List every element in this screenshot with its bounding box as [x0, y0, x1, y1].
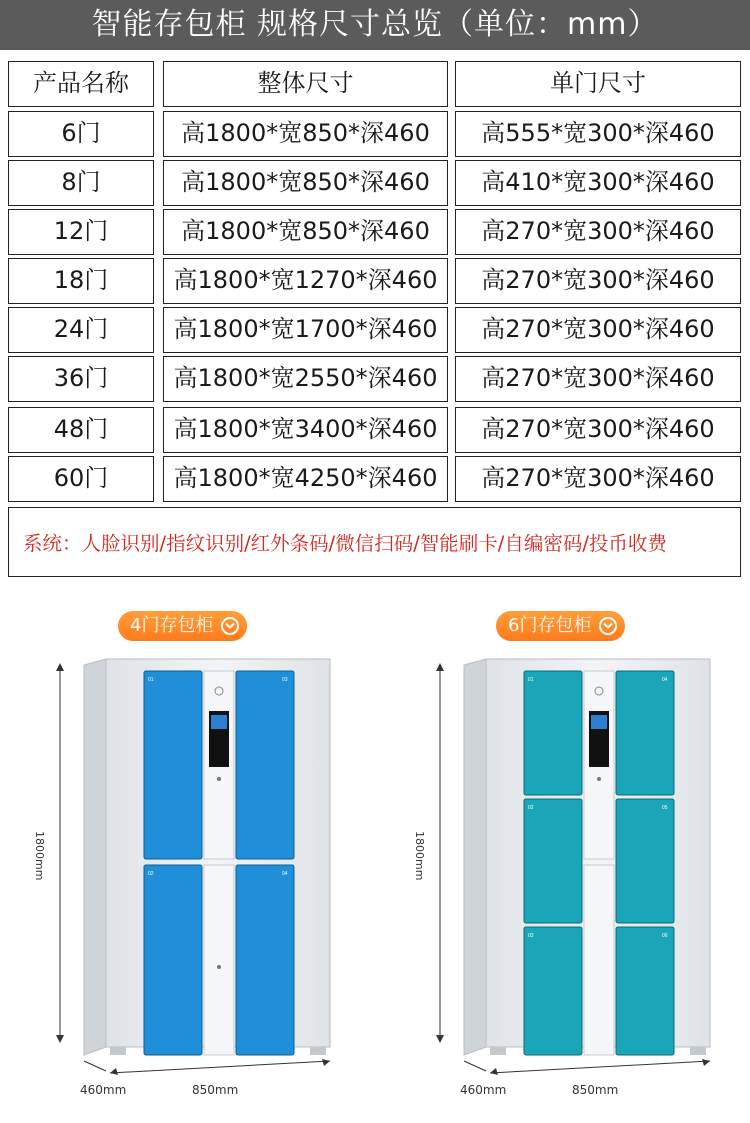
cabinet-drawing: [76, 655, 340, 1085]
product-label-text: 6门存包柜: [508, 615, 592, 636]
chevron-down-icon: [221, 617, 239, 635]
svg-text:04: 04: [662, 677, 668, 683]
row-door: 高555*宽300*深460: [455, 111, 741, 157]
cabinet-illustration-4-door: [33, 655, 340, 1115]
height-label: 1800mm: [413, 831, 426, 881]
row-door: 高270*宽300*深460: [455, 456, 741, 502]
row-door: 高270*宽300*深460: [455, 258, 741, 304]
row-overall: 高1800*宽1270*深460: [163, 258, 448, 304]
row-door: 高270*宽300*深460: [455, 407, 741, 453]
row-door: 高270*宽300*深460: [455, 307, 741, 353]
row-overall: 高1800*宽4250*深460: [163, 456, 448, 502]
banner-title: 智能存包柜 规格尺寸总览（单位：mm）: [91, 7, 659, 42]
row-door: 高270*宽300*深460: [455, 356, 741, 402]
svg-text:02: 02: [148, 871, 154, 877]
row-door: 高270*宽300*深460: [455, 209, 741, 255]
row-name: 24门: [8, 307, 154, 353]
row-overall: 高1800*宽850*深460: [163, 209, 448, 255]
svg-text:06: 06: [662, 933, 668, 939]
cabinet-illustration-6-door: [413, 655, 720, 1115]
row-name: 12门: [8, 209, 154, 255]
page-banner: [0, 0, 750, 50]
system-features-text: 系统：人脸识别/指纹识别/红外条码/微信扫码/智能刷卡/自编密码/投币收费: [23, 532, 667, 555]
svg-text:04: 04: [282, 871, 288, 877]
height-dimension-arrow: [428, 663, 452, 1043]
product-label-6-door[interactable]: [496, 611, 625, 641]
row-name: 60门: [8, 456, 154, 502]
row-name: 6门: [8, 111, 154, 157]
row-overall: 高1800*宽1700*深460: [163, 307, 448, 353]
row-door: 高410*宽300*深460: [455, 160, 741, 206]
height-dimension-arrow: [48, 663, 72, 1043]
header-door-size: 单门尺寸: [455, 61, 741, 107]
header-product-name: 产品名称: [8, 61, 154, 107]
row-name: 36门: [8, 356, 154, 402]
svg-text:01: 01: [148, 677, 154, 683]
row-overall: 高1800*宽850*深460: [163, 160, 448, 206]
row-name: 18门: [8, 258, 154, 304]
product-label-4-door[interactable]: [118, 611, 247, 641]
product-label-text: 4门存包柜: [130, 615, 214, 636]
row-overall: 高1800*宽3400*深460: [163, 407, 448, 453]
row-name: 48门: [8, 407, 154, 453]
width-label: 850mm: [192, 1083, 239, 1097]
chevron-down-icon: [599, 617, 617, 635]
row-name: 8门: [8, 160, 154, 206]
width-label: 850mm: [572, 1083, 619, 1097]
row-overall: 高1800*宽850*深460: [163, 111, 448, 157]
svg-text:02: 02: [528, 805, 534, 811]
depth-label: 460mm: [460, 1083, 507, 1097]
svg-text:03: 03: [282, 677, 288, 683]
depth-label: 460mm: [80, 1083, 127, 1097]
svg-text:05: 05: [662, 805, 668, 811]
svg-text:03: 03: [528, 933, 534, 939]
height-label: 1800mm: [33, 831, 46, 881]
cabinet-drawing: [456, 655, 720, 1085]
header-overall-size: 整体尺寸: [163, 61, 448, 107]
row-overall: 高1800*宽2550*深460: [163, 356, 448, 402]
system-features-box: [8, 507, 741, 577]
svg-text:01: 01: [528, 677, 534, 683]
